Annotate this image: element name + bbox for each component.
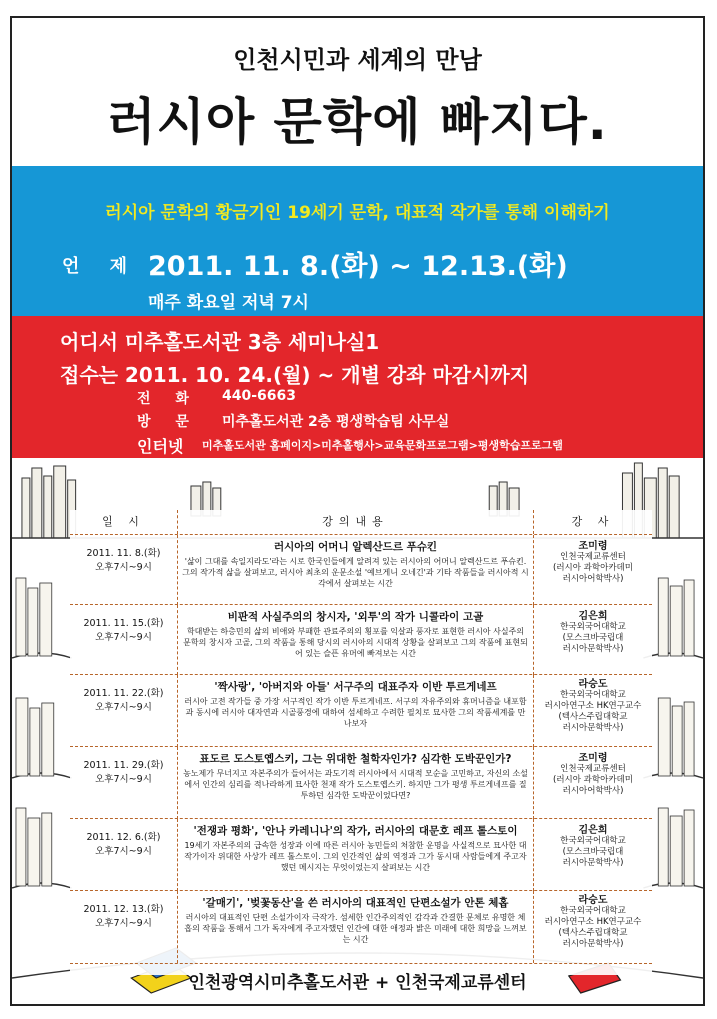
schedule-table <box>70 510 652 975</box>
lecture-time: 오후7시~9시 <box>95 846 152 857</box>
lecture-date: 2011. 11. 22.(화) <box>83 688 164 699</box>
phone-value: 440-6663 <box>222 388 296 404</box>
register-line: 접수는 2011. 10. 24.(월) ~ 개별 강좌 마감시까지 <box>60 363 530 387</box>
table-row <box>70 604 652 675</box>
table-row <box>70 746 652 819</box>
instructor-aff: 러시아문학박사) <box>562 723 624 733</box>
when-value: 2011. 11. 8.(화) ~ 12.13.(화) <box>148 251 568 282</box>
instructor-aff: 러시아연구소 HK연구교수 <box>544 701 642 711</box>
poster-title: 러시아 문학에 빠지다. <box>107 93 608 151</box>
visit-value: 미추홀도서관 2층 평생학습팀 사무실 <box>222 414 450 430</box>
instructor-name: 조미령 <box>578 541 608 552</box>
lecture-date: 2011. 12. 6.(화) <box>86 832 161 843</box>
schedule-header-row <box>70 510 652 534</box>
instructor-aff: (텍사스주립대학교 <box>558 712 628 722</box>
lecture-desc: 농노제가 무너지고 자본주의가 들어서는 과도기적 러시아에서 시대적 모순을 고민하고, 자신의 소설에서 인간의 심리를 적나라하게 묘사한 천재 작가 도스토옙스키. 하지만 그가 평생 투르게네프를 질투하던 심각한 도박꾼이었다면? <box>183 769 528 800</box>
instructor-name: 김은희 <box>578 825 608 836</box>
lecture-date: 2011. 11. 29.(화) <box>83 760 164 771</box>
instructor-aff: (모스크바국립대 <box>562 633 624 643</box>
instructor-aff: 러시아어학박사) <box>562 574 624 584</box>
instructor-aff: (러시아 과학아카데미 <box>553 563 633 573</box>
blue-banner <box>12 166 703 316</box>
header-content: 강의내용 <box>178 510 534 534</box>
instructor-aff: 러시아문학박사) <box>562 858 624 868</box>
lecture-time: 오후7시~9시 <box>95 918 152 929</box>
header-instructor: 강 사 <box>571 515 615 528</box>
table-row <box>70 674 652 747</box>
poster-subtitle: 인천시민과 세계의 만남 <box>233 46 482 74</box>
instructor-name: 조미령 <box>578 753 608 764</box>
table-row <box>70 890 652 964</box>
instructor-aff: 인천국제교류센터 <box>560 552 626 562</box>
lecture-time: 오후7시~9시 <box>95 702 152 713</box>
table-row <box>70 818 652 891</box>
where-line: 어디서 미추홀도서관 3층 세미나실1 <box>60 330 380 354</box>
instructor-aff: 러시아문학박사) <box>562 644 624 654</box>
organizers-footer: 인천광역시미추홀도서관 + 인천국제교류센터 <box>188 973 527 993</box>
lecture-title: 비판적 사실주의의 창시자, '외투'의 작가 니콜라이 고골 <box>227 611 484 623</box>
table-row <box>70 534 652 605</box>
weekly-time: 매주 화요일 저녁 7시 <box>148 293 309 313</box>
lecture-title: 표도르 도스토옙스키, 그는 위대한 철학자인가? 심각한 도박꾼인가? <box>199 753 512 765</box>
visit-label: 방 문 <box>137 414 199 430</box>
instructor-aff: 러시아어학박사) <box>562 786 624 796</box>
lecture-desc: 러시아 고전 작가들 중 가장 서구적인 작가 이반 투르게네프. 서구의 자유주의와 휴머니즘을 내포함과 동시에 러시아 대자연과 시골풍경에 대하여 섬세하고 수려한 필치로 묘사한 그의 작품세계를 만나보자 <box>184 697 527 728</box>
lecture-title: '짝사랑', '아버지와 아들' 서구주의 대표주자 이반 투르게네프 <box>214 681 497 693</box>
lecture-time: 오후7시~9시 <box>95 774 152 785</box>
phone-label: 전 화 <box>137 391 199 407</box>
lecture-date: 2011. 11. 15.(화) <box>83 618 164 629</box>
instructor-aff: (러시아 과학아카데미 <box>553 775 633 785</box>
instructor-aff: 한국외국어대학교 <box>560 622 626 632</box>
red-info-band <box>12 316 703 458</box>
instructor-name: 라승도 <box>578 679 608 690</box>
instructor-aff: 러시아연구소 HK연구교수 <box>544 917 642 927</box>
instructor-aff: 한국외국어대학교 <box>560 690 626 700</box>
internet-label: 인터넷 <box>137 437 184 456</box>
lecture-date: 2011. 12. 13.(화) <box>83 904 164 915</box>
lecture-date: 2011. 11. 8.(화) <box>86 548 161 559</box>
banner-highlight: 러시아 문학의 황금기인 19세기 문학, 대표적 작가를 통해 이해하기 <box>105 203 610 223</box>
lecture-desc: '삶이 그대를 속일지라도'라는 시로 한국인들에게 알려져 있는 러시아의 어머니 알렉산드르 푸슈킨. 그의 작가적 삶을 살펴보고, 러시아 최초의 운문소설 '예브게니 오네긴'과 기타 작품들을 러시아적 시각에서 살펴보는 시간 <box>182 557 529 588</box>
poster <box>10 16 705 1006</box>
instructor-aff: 인천국제교류센터 <box>560 764 626 774</box>
lecture-desc: 19세기 자본주의의 급속한 성장과 이에 따른 러시아 농민들의 처참한 운명을 사실적으로 묘사한 대작가이자 위대한 사상가 레프 톨스토이. 그의 인간적인 삶의 역정과 그가 동시대 사람들에게 주고자했던 메시지는 무엇이었는지 살펴보는 시간 <box>184 841 527 872</box>
instructor-aff: (모스크바국립대 <box>562 847 624 857</box>
instructor-aff: (텍사스주립대학교 <box>558 928 628 938</box>
lecture-title: '전쟁과 평화', '안나 카레니나'의 작가, 러시아의 대문호 레프 톨스토이 <box>193 825 518 837</box>
lecture-time: 오후7시~9시 <box>95 562 152 573</box>
lecture-title: 러시아의 어머니 알렉산드르 푸슈킨 <box>273 541 438 553</box>
instructor-name: 라승도 <box>578 895 608 906</box>
lecture-title: '갈매기', '벚꽃동산'을 쓴 러시아의 대표적인 단편소설가 안톤 체홉 <box>202 897 509 909</box>
lecture-desc: 러시아의 대표적인 단편 소설가이자 극작가. 섬세한 인간주의적인 감각과 간결한 문체로 유명한 체홉의 작품을 통해서 그가 독자에게 주고자했던 인간에 대한 애정과 밝은 미래에 대한 희망을 느껴보는 시간 <box>184 913 527 944</box>
instructor-aff: 한국외국어대학교 <box>560 836 626 846</box>
poster-header <box>12 18 703 166</box>
lecture-desc: 학대받는 하층민의 삶의 비애와 부패한 관료주의의 횡포를 익살과 풍자로 표현한 러시아 사실주의 문학의 창시자 고골, 그의 작품을 통해 당시의 러시아의 시대적 상황을 살펴보고 그의 작품에 표현되어 있는 슬픈 유머에 빠져보는 시간 <box>183 627 528 658</box>
when-label: 언 제 <box>62 256 140 277</box>
instructor-aff: 러시아문학박사) <box>562 939 624 949</box>
header-date: 일 시 <box>70 510 178 534</box>
lecture-time: 오후7시~9시 <box>95 632 152 643</box>
instructor-aff: 한국외국어대학교 <box>560 906 626 916</box>
instructor-name: 김은희 <box>578 611 608 622</box>
internet-value: 미추홀도서관 홈페이지>미추홀행사>교육문화프로그램>평생학습프로그램 <box>202 439 563 452</box>
